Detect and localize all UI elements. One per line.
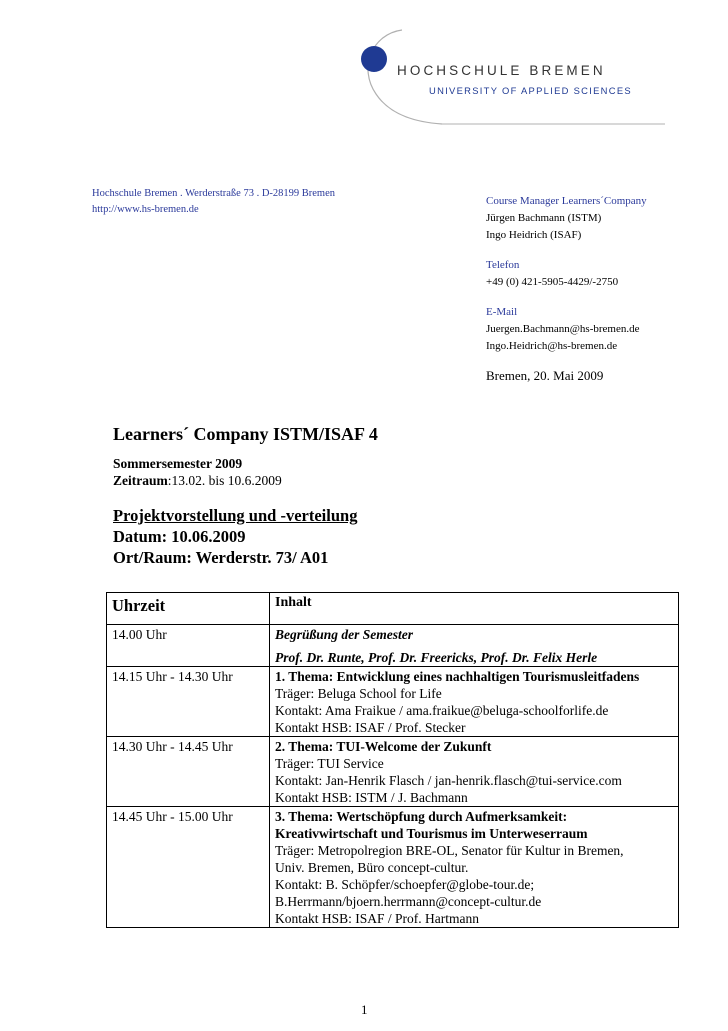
row-line: Kreativwirtschaft und Tourismus im Unterweserraum (275, 826, 588, 841)
row-line: 3. Thema: Wertschöpfung durch Aufmerksamkeit: (275, 809, 568, 824)
row-time: 14.45 Uhr - 15.00 Uhr (107, 807, 270, 928)
row-content (270, 807, 679, 928)
project-location: Ort/Raum: Werderstr. 73/ A01 (113, 548, 329, 567)
zeitraum-value: :13.02. bis 10.6.2009 (167, 473, 282, 488)
logo-name: HOCHSCHULE BREMEN (397, 63, 606, 78)
email-label: E-Mail (486, 306, 518, 318)
header-content: Inhalt (270, 593, 679, 625)
document-title: Learners´ Company ISTM/ISAF 4 (113, 424, 378, 444)
row-line: 2. Thema: TUI-Welcome der Zukunft (275, 739, 492, 754)
row-line: Kontakt HSB: ISAF / Prof. Hartmann (275, 911, 479, 926)
contact-role: Course Manager Learners´Company (486, 195, 647, 207)
logo-subline: UNIVERSITY OF APPLIED SCIENCES (429, 85, 632, 96)
sender-block (92, 186, 335, 218)
zeitraum (113, 473, 282, 489)
zeitraum-label: Zeitraum (113, 473, 168, 488)
table-row (107, 807, 679, 928)
row-line: B.Herrmann/bjoern.herrmann@concept-cultur.de (275, 894, 542, 909)
row-line: Kontakt: Ama Fraikue / ama.fraikue@beluga-schoolforlife.de (275, 703, 609, 718)
email-1[interactable]: Juergen.Bachmann@hs-bremen.de (486, 323, 640, 335)
table-row (107, 625, 679, 667)
letter-date: Bremen, 20. Mai 2009 (486, 368, 604, 383)
row-line: Kontakt HSB: ISAF / Prof. Stecker (275, 720, 466, 735)
row-line: Prof. Dr. Runte, Prof. Dr. Freericks, Prof. Dr. Felix Herle (275, 650, 598, 665)
semester: Sommersemester 2009 (113, 456, 243, 471)
row-content (270, 667, 679, 737)
row-line: Univ. Bremen, Büro concept-cultur. (275, 860, 469, 875)
email-2[interactable]: Ingo.Heidrich@hs-bremen.de (486, 340, 618, 352)
table-row (107, 737, 679, 807)
contact-block (486, 193, 647, 355)
phone-number: +49 (0) 421-5905-4429/-2750 (486, 276, 619, 288)
row-content (270, 737, 679, 807)
row-time: 14.30 Uhr - 14.45 Uhr (107, 737, 270, 807)
table-row (107, 667, 679, 737)
row-line: Kontakt: Jan-Henrik Flasch / jan-henrik.flasch@tui-service.com (275, 773, 622, 788)
row-line: Kontakt HSB: ISTM / J. Bachmann (275, 790, 468, 805)
project-heading: Projektvorstellung und -verteilung (113, 506, 358, 525)
row-line: Träger: Metropolregion BRE-OL, Senator für Kultur in Bremen, (275, 843, 624, 858)
row-line: Begrüßung der Semester (275, 627, 414, 642)
contact-person-1: Jürgen Bachmann (ISTM) (486, 212, 602, 224)
logo-dot (361, 46, 387, 72)
hochschule-bremen-logo (360, 28, 665, 128)
header-time: Uhrzeit (107, 593, 270, 625)
sender-address: Hochschule Bremen . Werderstraße 73 . D-28199 Bremen (92, 188, 336, 199)
phone-label: Telefon (486, 259, 520, 271)
table-header-row (107, 593, 679, 625)
project-date: Datum: 10.06.2009 (113, 527, 246, 546)
row-time: 14.15 Uhr - 14.30 Uhr (107, 667, 270, 737)
schedule-table (106, 592, 679, 928)
sender-url[interactable]: http://www.hs-bremen.de (92, 204, 199, 215)
row-line: 1. Thema: Entwicklung eines nachhaltigen Tourismusleitfadens (275, 669, 640, 684)
contact-person-2: Ingo Heidrich (ISAF) (486, 229, 582, 241)
row-time: 14.00 Uhr (107, 625, 270, 667)
page-number: 1 (361, 1002, 368, 1017)
row-content (270, 625, 679, 667)
row-line: Träger: Beluga School for Life (275, 686, 442, 701)
row-line: Träger: TUI Service (275, 756, 384, 771)
row-line: Kontakt: B. Schöpfer/schoepfer@globe-tour.de; (275, 877, 535, 892)
